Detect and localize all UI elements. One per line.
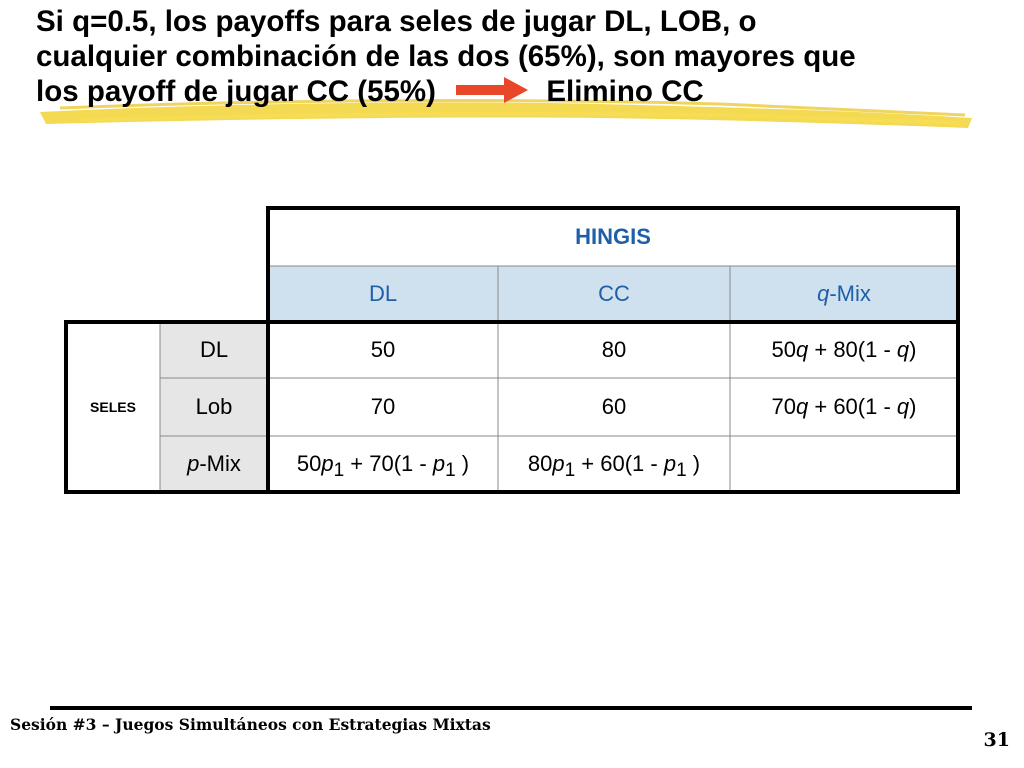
footer-text: Sesión #3 – Juegos Simultáneos con Estrategias Mixtas: [10, 715, 491, 734]
title-line-3-right: Elimino CC: [546, 75, 704, 108]
right-arrow-icon: [456, 77, 528, 103]
cell-pmix-cc: 80 p 1 + 60(1 - p 1 ): [527, 451, 701, 481]
cell-dl-cc: 80: [601, 337, 627, 362]
title-line-3-left: los payoff de jugar CC (55%): [36, 75, 436, 108]
cell-dl-dl: 50: [370, 337, 396, 362]
slide-title: [36, 4, 976, 109]
cell-lob-dl: 70: [370, 394, 396, 419]
row-player-cell: [66, 322, 160, 492]
col-header-qmix: q -Mix: [730, 266, 958, 322]
row-player-label: SELES: [90, 399, 136, 415]
row-label-lob: Lob: [160, 378, 268, 436]
title-line-1: Si q=0.5, los payoffs para seles de jugar DL, LOB, o: [36, 5, 757, 38]
row-label-dl: DL: [160, 322, 268, 378]
cell-lob-qmix: 70 q + 60(1 - q ): [771, 394, 917, 419]
title-line-3: [36, 74, 976, 109]
page-number: 31: [983, 729, 1010, 751]
col-player-label: HINGIS: [575, 224, 651, 249]
row-label-pmix: p -Mix: [160, 436, 268, 492]
col-header-cc: CC: [498, 266, 730, 322]
cell-pmix-qmix: [730, 436, 958, 492]
title-line-2: cualquier combinación de las dos (65%), son mayores que: [36, 40, 856, 73]
col-header-dl: DL: [268, 266, 498, 322]
hingis-header-cell: [268, 208, 958, 266]
cell-dl-qmix: 50 q + 80(1 - q ): [771, 337, 917, 362]
cell-pmix-dl: 50 p 1 + 70(1 - p 1 ): [296, 451, 470, 481]
footer-rule: [50, 706, 972, 710]
cell-lob-cc: 60: [601, 394, 627, 419]
